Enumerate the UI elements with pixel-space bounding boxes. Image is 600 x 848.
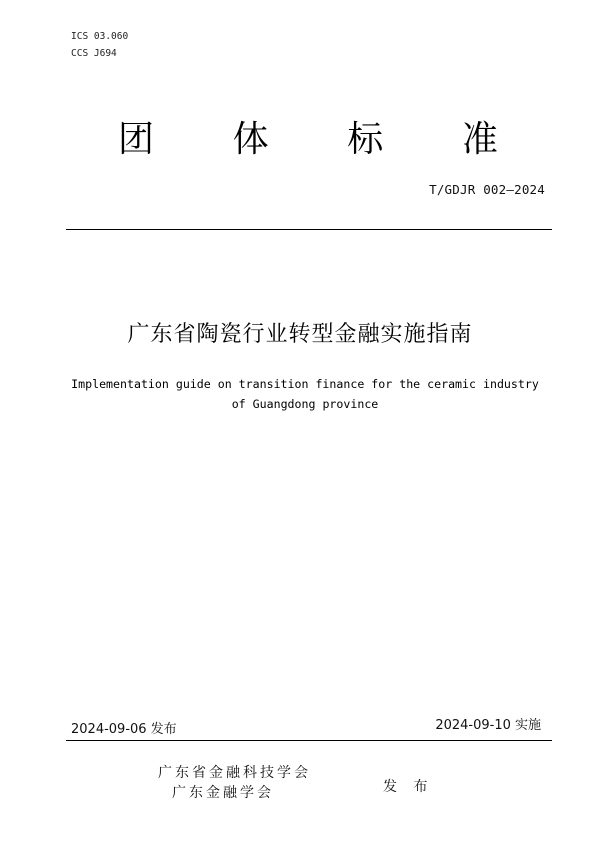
ics-code: ICS 03.060 (71, 31, 129, 42)
document-title-chinese: 广东省陶瓷行业转型金融实施指南 (127, 322, 473, 347)
standard-type-char: 标 (347, 119, 384, 160)
standard-type-char: 体 (232, 119, 269, 160)
standard-type-char: 准 (461, 119, 498, 160)
bottom-divider (66, 740, 552, 741)
document-title-english (60, 374, 550, 414)
issuer-name: 广东金融学会 (172, 785, 274, 801)
standard-type-char: 团 (117, 119, 154, 160)
issuer-name: 广东省金融科技学会 (158, 765, 311, 781)
release-label: 发 布 (383, 779, 434, 795)
ccs-code: CCS J694 (71, 48, 117, 59)
classification-codes (71, 28, 128, 62)
title-en-line: of Guangdong province (231, 397, 379, 411)
title-en-line: Implementation guide on transition finance for the ceramic industry (71, 377, 539, 391)
top-divider (66, 229, 552, 230)
issue-date: 2024-09-06 发布 (71, 722, 177, 737)
implementation-date: 2024-09-10 实施 (435, 718, 541, 733)
standard-number: T/GDJR 002—2024 (429, 182, 545, 197)
standard-type-heading (108, 112, 508, 168)
issuing-organizations (158, 763, 311, 803)
